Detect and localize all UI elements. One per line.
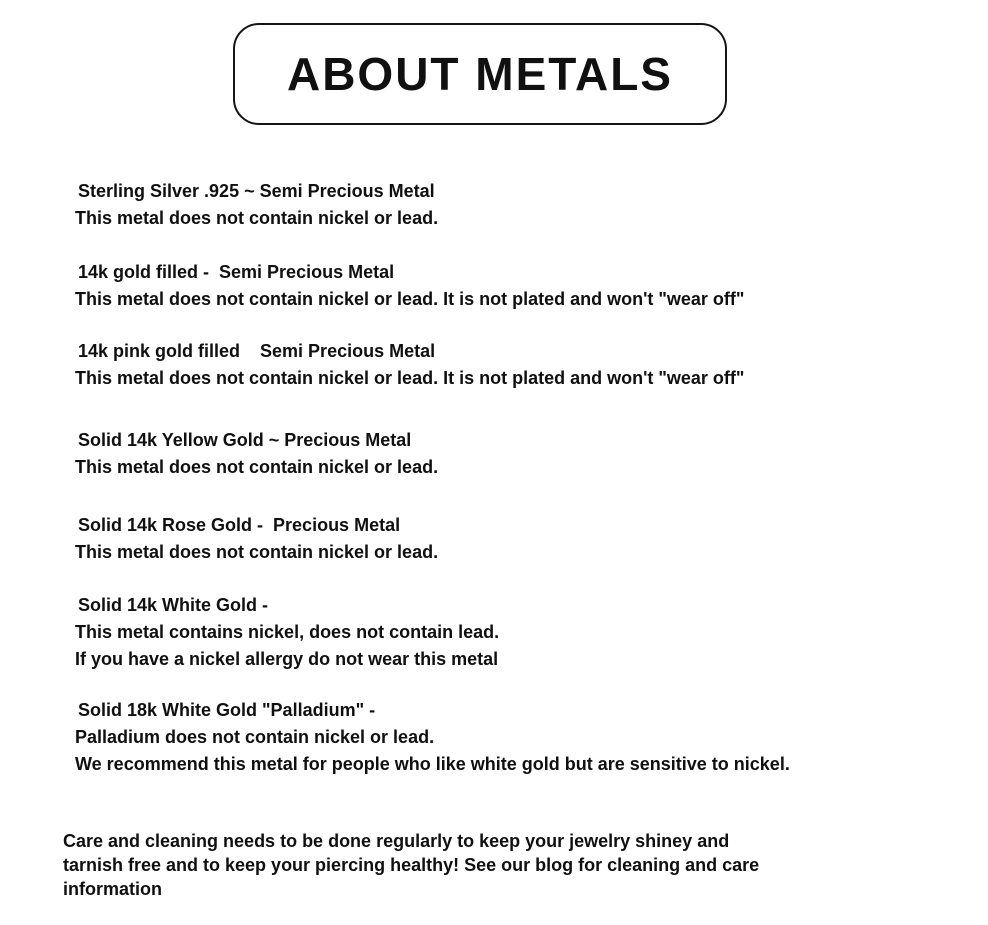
- metal-description: This metal does not contain nickel or lead.: [75, 457, 439, 477]
- metal-description: This metal does not contain nickel or lead. It is not plated and won't "wear off": [75, 289, 745, 309]
- title-box: [233, 23, 727, 125]
- section-solid-14k-white-gold: [75, 592, 958, 673]
- section-14k-pink-gold-filled: [75, 338, 958, 392]
- metal-heading: 14k gold filled - Semi Precious Metal: [78, 262, 395, 282]
- metal-description: This metal does not contain nickel or lead. It is not plated and won't "wear off": [75, 368, 745, 388]
- metal-description: This metal does not contain nickel or lead.: [75, 542, 439, 562]
- metal-heading: Solid 18k White Gold "Palladium" -: [78, 700, 376, 720]
- care-note-line: tarnish free and to keep your piercing healthy! See our blog for cleaning and care: [63, 855, 760, 875]
- metal-heading: Solid 14k White Gold -: [78, 595, 269, 615]
- metal-heading: Solid 14k Yellow Gold ~ Precious Metal: [78, 430, 412, 450]
- care-note-line: information: [63, 879, 162, 899]
- metal-description: This metal contains nickel, does not contain lead.: [75, 622, 500, 642]
- section-solid-14k-rose-gold: [75, 512, 958, 566]
- metal-heading: Solid 14k Rose Gold - Precious Metal: [78, 515, 401, 535]
- metal-description: This metal does not contain nickel or lead.: [75, 208, 439, 228]
- metal-description: We recommend this metal for people who like white gold but are sensitive to nickel.: [75, 754, 790, 774]
- section-solid-18k-white-gold-palladium: [75, 697, 958, 778]
- metal-description: If you have a nickel allergy do not wear this metal: [75, 649, 499, 669]
- metal-description: Palladium does not contain nickel or lead.: [75, 727, 435, 747]
- care-note: [63, 829, 928, 901]
- section-14k-gold-filled: [75, 259, 958, 313]
- section-solid-14k-yellow-gold: [75, 427, 958, 481]
- section-sterling-silver: [75, 178, 958, 232]
- care-note-line: Care and cleaning needs to be done regularly to keep your jewelry shiney and: [63, 831, 730, 851]
- metal-heading: 14k pink gold filled Semi Precious Metal: [78, 341, 436, 361]
- metal-heading: Sterling Silver .925 ~ Semi Precious Metal: [78, 181, 435, 201]
- page-title: ABOUT METALS: [286, 48, 673, 100]
